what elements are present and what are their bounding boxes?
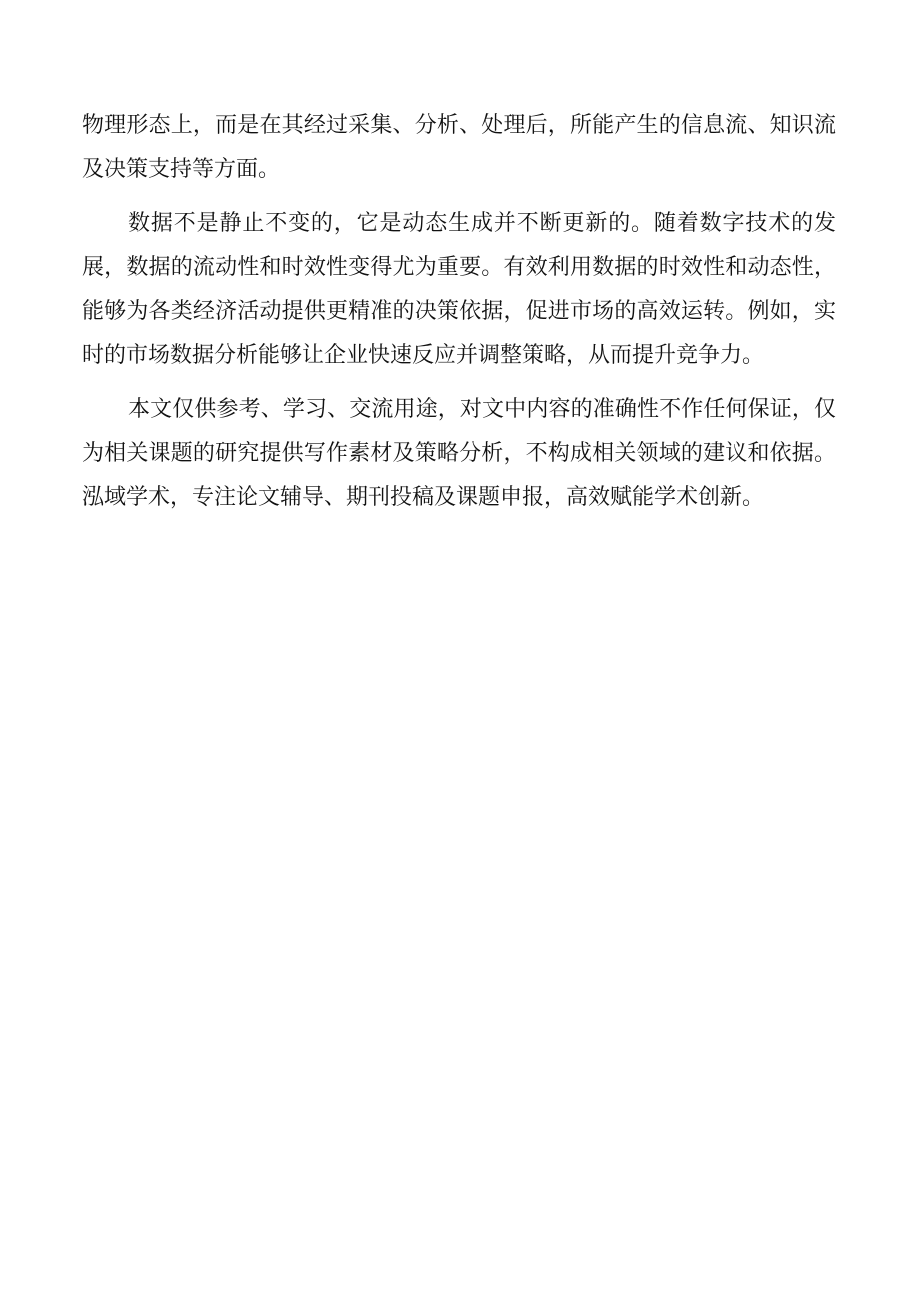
- paragraph-1: 物理形态上，而是在其经过采集、分析、处理后，所能产生的信息流、知识流及决策支持等方面。: [82, 113, 836, 182]
- paragraph-2: 数据不是静止不变的，它是动态生成并不断更新的。随着数字技术的发展，数据的流动性和时效性变得尤为重要。有效利用数据的时效性和动态性，能够为各类经济活动提供更精准的决策依据，促进市场的高效运转。例如，实时的市场数据分析能够让企业快速反应并调整策略，从而提升竞争力。: [82, 211, 836, 368]
- document-body: [82, 104, 836, 530]
- paragraph-3: 本文仅供参考、学习、交流用途，对文中内容的准确性不作任何保证，仅为相关课题的研究提供写作素材及策略分析，不构成相关领域的建议和依据。泓域学术，专注论文辅导、期刊投稿及课题申报，高效赋能学术创新。: [82, 397, 836, 510]
